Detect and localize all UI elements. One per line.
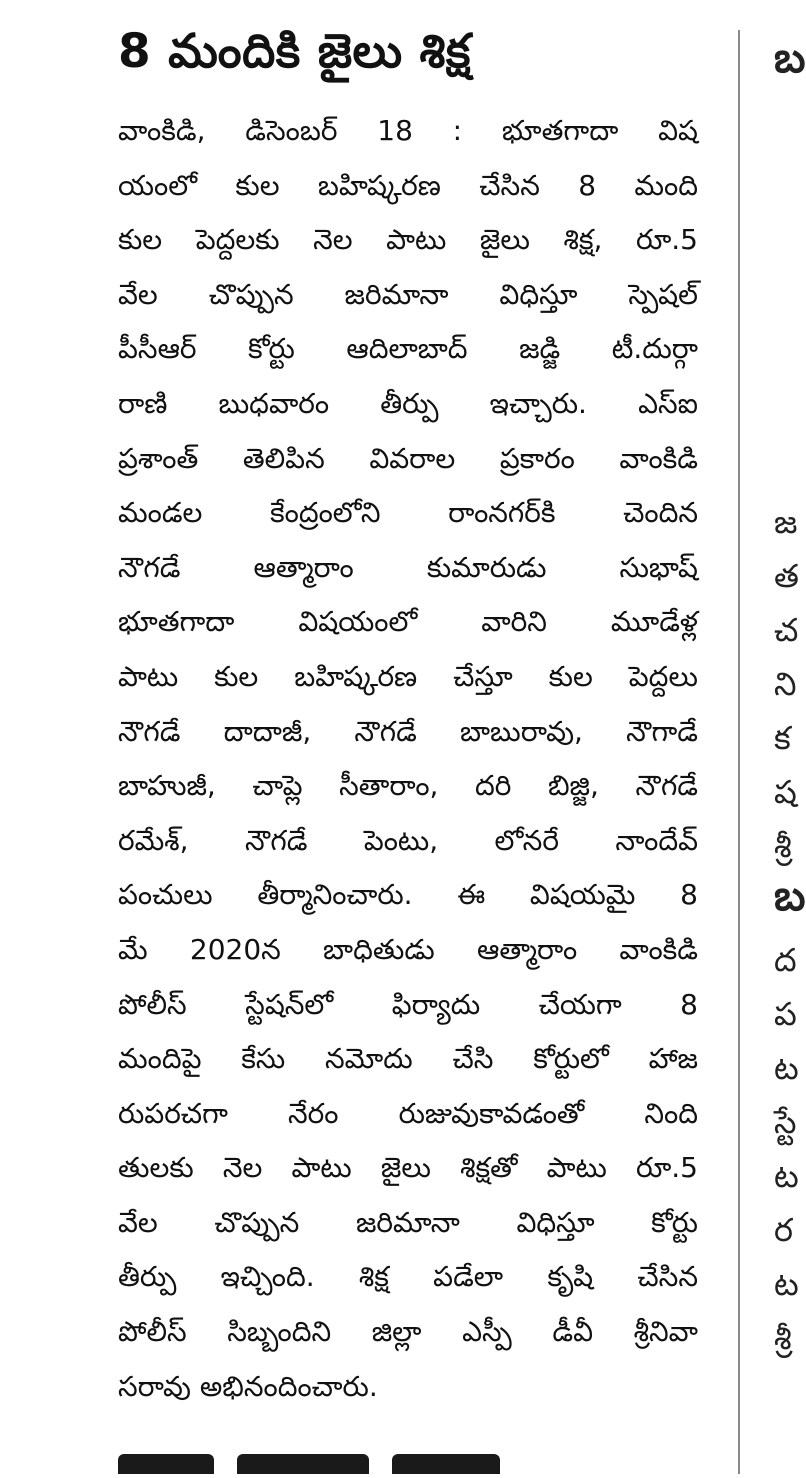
article-line: పోలీస్ సిబ్బందిని జిల్లా ఎస్పీ డీవీ శ్రీనివా bbox=[118, 1315, 698, 1349]
neighbor-column bbox=[752, 0, 806, 1474]
neighbor-text-fragment: ట bbox=[774, 1049, 799, 1087]
article-line: పంచులు తీర్మానించారు. ఈ విషయమై 8 bbox=[118, 878, 698, 912]
neighbor-text-fragment: ట bbox=[774, 1265, 799, 1303]
neighbor-text-fragment: ద bbox=[774, 941, 797, 979]
column-divider bbox=[738, 30, 740, 1474]
neighbor-headline-fragment: బ bbox=[774, 33, 806, 82]
article-line: వాంకిడి, డిసెంబర్ 18 : భూతగాదా విష bbox=[118, 114, 698, 147]
clipped-glyph-block bbox=[237, 1454, 369, 1474]
neighbor-text-fragment: శ్రీ bbox=[774, 1319, 792, 1357]
article-line: రుపరచగా నేరం రుజువుకావడంతో నింది bbox=[118, 1096, 698, 1130]
article-line: బాహుజీ, చాప్లె సీతారాం, దరి బిజ్జి, నౌగడే bbox=[118, 769, 698, 803]
neighbor-text-fragment: శ్రీ bbox=[774, 827, 792, 865]
article-line: కుల పెద్దలకు నెల పాటు జైలు శిక్ష, రూ.5 bbox=[118, 223, 698, 257]
article-line: మందిపై కేసు నమోదు చేసి కోర్టులో హాజ bbox=[118, 1042, 698, 1076]
article-headline: 8 మందికి జైలు శిక్ష bbox=[118, 24, 471, 79]
article-line: యంలో కుల బహిష్కరణ చేసిన 8 మంది bbox=[118, 168, 698, 202]
article-line: రాణి బుధవారం తీర్పు ఇచ్చారు. ఎస్ఐ bbox=[118, 386, 698, 420]
article-line: పాటు కుల బహిష్కరణ చేస్తూ కుల పెద్దలు bbox=[118, 659, 698, 693]
article-line: భూతగాదా విషయంలో వారిని మూడేళ్ల bbox=[118, 605, 698, 639]
article-line: రమేశ్, నౌగడే పెంటు, లోనరే నాందేవ్ bbox=[118, 823, 698, 857]
article-line-last: సరావు అభినందించారు. bbox=[118, 1369, 378, 1403]
article-line: నౌగడే దాదాజీ, నౌగడే బాబురావు, నౌగాడే bbox=[118, 714, 698, 748]
neighbor-text-fragment: త bbox=[774, 557, 799, 595]
clipped-glyph-block bbox=[392, 1454, 500, 1474]
neighbor-text-fragment: జ bbox=[774, 503, 798, 541]
neighbor-text-fragment: క bbox=[774, 719, 791, 757]
article-line: పోలీస్ స్టేషన్‌లో ఫిర్యాదు చేయగా 8 bbox=[118, 987, 698, 1021]
article-body bbox=[118, 104, 698, 1414]
article-line: తీర్పు ఇచ్చింది. శిక్ష పడేలా కృషి చేసిన bbox=[118, 1260, 698, 1294]
article-line: ప్రశాంత్ తెలిపిన వివరాల ప్రకారం వాంకిడి bbox=[118, 441, 698, 475]
article-line: నౌగడే ఆత్మారాం కుమారుడు సుభాష్ bbox=[118, 550, 698, 584]
neighbor-headline-fragment: బ bbox=[774, 871, 806, 920]
article-line: వేల చొప్పున జరిమానా విధిస్తూ స్పెషల్ bbox=[118, 277, 698, 311]
next-headline-clipped bbox=[118, 1454, 538, 1474]
news-article bbox=[118, 22, 698, 1414]
neighbor-text-fragment: ప bbox=[774, 995, 797, 1033]
neighbor-text-fragment: ట bbox=[774, 1157, 799, 1195]
article-line: పీసీఆర్ కోర్టు ఆదిలాబాద్ జడ్జి టీ.దుర్గా bbox=[118, 332, 698, 366]
article-line: మండల కేంద్రంలోని రాంనగర్‌కి చెందిన bbox=[118, 496, 698, 530]
neighbor-text-fragment: చ bbox=[774, 611, 799, 649]
clipped-glyph-block bbox=[118, 1454, 214, 1474]
neighbor-text-fragment: ని bbox=[774, 665, 797, 703]
article-line: మే 2020న బాధితుడు ఆత్మారాం వాంకిడి bbox=[118, 932, 698, 966]
neighbor-text-fragment: ష bbox=[774, 773, 797, 811]
neighbor-text-fragment: ర bbox=[774, 1211, 793, 1249]
neighbor-text-fragment: స్టే bbox=[774, 1103, 797, 1141]
article-line: తులకు నెల పాటు జైలు శిక్షతో పాటు రూ.5 bbox=[118, 1151, 698, 1185]
article-line: వేల చొప్పున జరిమానా విధిస్తూ కోర్టు bbox=[118, 1205, 698, 1239]
